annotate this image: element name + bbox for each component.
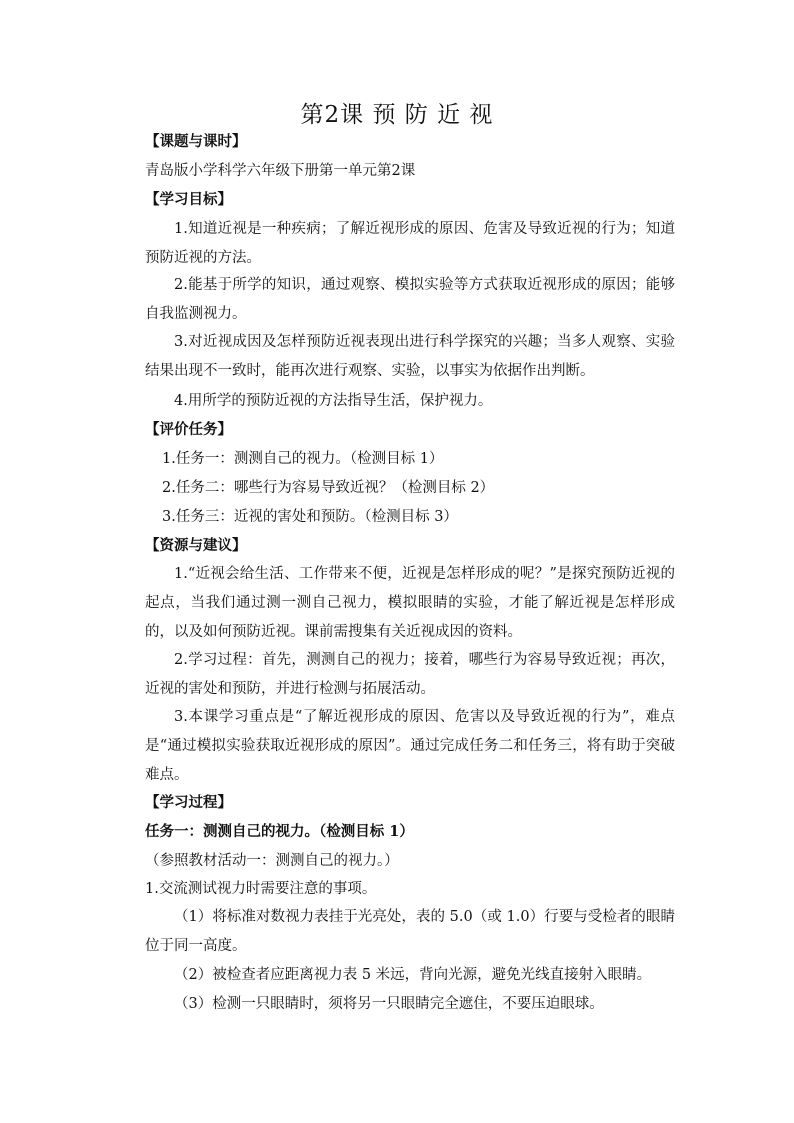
resource-item: 2.学习过程：首先，测测自己的视力；接着，哪些行为容易导致近视；再次，近视的害处和预防，并进行检测与拓展活动。 (145, 652, 675, 697)
assessment-item: 2.任务二：哪些行为容易导致近视？（检测目标 2） (162, 480, 495, 496)
goal-item: 4.用所学的预防近视的方法指导生活，保护视力。 (174, 393, 493, 409)
goal-item: 3.对近视成因及怎样预防近视表现出进行科学探究的兴趣；当多人观察、实验结果出现不一致时，能再次进行观察、实验，以事实为依据作出判断。 (145, 334, 675, 379)
section-heading-topic: 【课题与课时】 (145, 133, 247, 150)
section-heading-goals: 【学习目标】 (145, 191, 232, 208)
goal-item: 2.能基于所学的知识，通过观察、模拟实验等方式获取近视形成的原因；能够自我监测视力。 (145, 277, 675, 322)
assessment-item: 1.任务一：测测自己的视力。（检测目标 1） (162, 451, 444, 467)
topic-text: 青岛版小学科学六年级下册第一单元第2课 (145, 163, 416, 179)
process-subheading: 1.交流测试视力时需要注意的事项。 (145, 881, 377, 897)
section-heading-resources: 【资源与建议】 (145, 537, 247, 554)
page-title: 第2课 预 防 近 视 (300, 102, 494, 128)
goal-item: 1.知道近视是一种疾病；了解近视形成的原因、危害及导致近视的行为；知道预防近视的方法。 (145, 221, 675, 266)
resource-item: 1.“近视会给生活、工作带来不便，近视是怎样形成的呢？”是探究预防近视的起点，当我们通过测一测自己视力，模拟眼睛的实验，才能了解近视是怎样形成的，以及如何预防近视。课前需搜集有关近视成因的资料。 (145, 566, 675, 640)
assessment-item: 3.任务三：近视的害处和预防。（检测目标 3） (162, 509, 458, 525)
task-title: 任务一：测测自己的视力。（检测目标 1） (145, 823, 414, 840)
process-item: （2）被检查者应距离视力表 5 米远，背向光源，避免光线直接射入眼睛。 (174, 967, 652, 983)
process-item: （1）将标准对数视力表挂于光亮处，表的 5.0（或 1.0）行要与受检者的眼睛位于同一高度。 (145, 909, 675, 954)
section-heading-assessment: 【评价任务】 (145, 421, 232, 438)
reference-note: （参照教材活动一：测测自己的视力。） (145, 853, 399, 869)
resource-item: 3.本课学习重点是“了解近视形成的原因、危害以及导致近视的行为”，难点是“通过模拟实验获取近视形成的原因”。通过完成任务二和任务三，将有助于突破难点。 (145, 709, 675, 783)
process-item: （3）检测一只眼睛时，须将另一只眼睛完全遮住，不要压迫眼球。 (174, 996, 604, 1012)
section-heading-process: 【学习过程】 (145, 794, 232, 811)
